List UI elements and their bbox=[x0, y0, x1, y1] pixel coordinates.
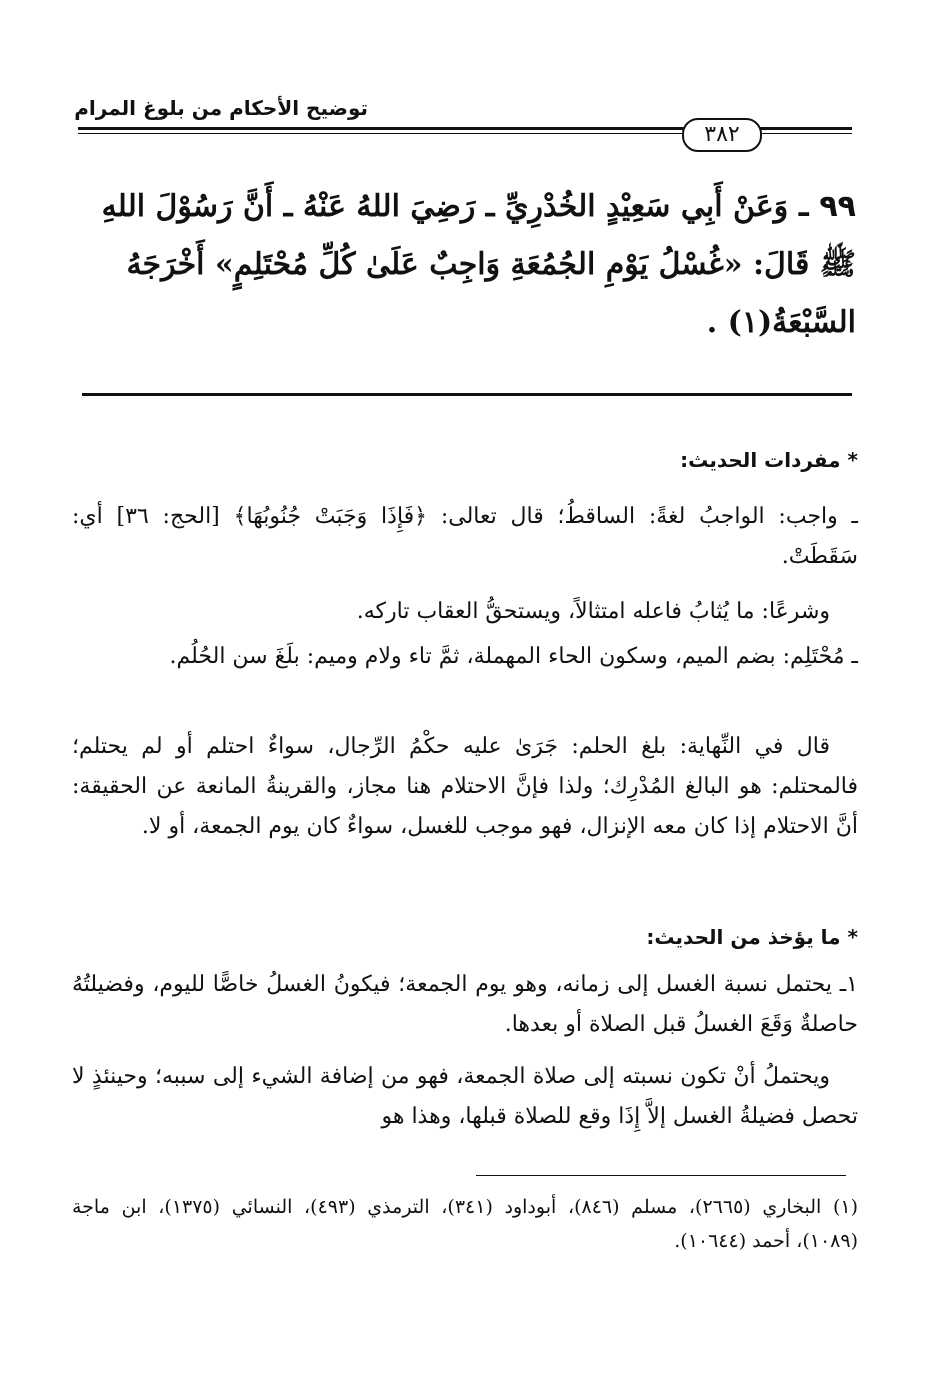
running-title: توضيح الأحكام من بلوغ المرام bbox=[74, 96, 368, 120]
lesson-item-1-continued: ويحتملُ أنْ تكون نسبته إلى صلاة الجمعة، فهو من إضافة الشيء إلى سببه؛ وحينئذٍ لا تحصل فضيلةُ الغسل إلاَّ إِذَا وقع للصلاة قبلها، وهذا هو bbox=[72, 1064, 858, 1129]
vocab-entry-wajib: ـ واجب: الواجبُ لغةً: الساقطُ؛ قال تعالى: ﴿فَإِذَا وَجَبَتْ جُنُوبُهَا﴾ [الحج: ٣٦] أي: سَقَطَتْ. bbox=[72, 504, 859, 569]
vocab-entry-nihaya: قال في النِّهاية: بلغ الحلم: جَرَىٰ عليه حكْمُ الرِّجال، سواءٌ احتلم أو لم يحتلم؛ فالمحتلم: هو البالغ المُدْرِك؛ ولذا فإنَّ الاحتلام هنا مجاز، والقرينةُ المانعة عن الحقيقة: أنَّ الاحتلام إذا كان معه الإنزال، فهو موجب للغسل، سواءٌ كان يوم الجمعة، أو لا. bbox=[72, 734, 858, 839]
page-number: ٣٨٢ bbox=[682, 118, 762, 152]
footnote: (١) البخاري (٢٦٦٥)، مسلم (٨٤٦)، أبوداود (٣٤١)، الترمذي (٤٩٣)، النسائي (١٣٧٥)، ابن ماجة (١٠٨٩)، أحمد (١٠٦٤٤). bbox=[72, 1196, 858, 1252]
hadith-text-block bbox=[76, 178, 856, 352]
lessons-heading: * ما يؤخذ من الحديث: bbox=[646, 925, 858, 949]
lesson-item-1: ١ـ يحتمل نسبة الغسل إلى زمانه، وهو يوم الجمعة؛ فيكونُ الغسلُ خاصًّا لليوم، وفضيلتُهُ حاصلةٌ وَقَعَ الغسلُ قبل الصلاة أو بعدها. bbox=[72, 972, 858, 1037]
vocab-entry-shar: وشرعًا: ما يُثابُ فاعله امتثالاً، ويستحقُّ العقاب تاركه. bbox=[356, 599, 830, 624]
hadith-number: ٩٩ ـ bbox=[798, 189, 856, 224]
hadith-divider bbox=[82, 393, 852, 396]
vocab-entry-muhtalim: ـ مُحْتَلِم: بضم الميم، وسكون الحاء المهملة، ثمَّ تاء ولام وميم: بلَغَ سن الحُلُم. bbox=[169, 644, 858, 669]
footnote-rule bbox=[476, 1175, 846, 1176]
vocab-heading: * مفردات الحديث: bbox=[680, 448, 858, 472]
hadith-text: وَعَنْ أَبِي سَعِيْدٍ الخُدْرِيِّ ـ رَضِيَ اللهُ عَنْهُ ـ أَنَّ رَسُوْلَ اللهِ ﷺ قَالَ: «غُسْلُ يَوْمِ الجُمُعَةِ وَاجِبٌ عَلَىٰ كُلِّ مُحْتَلِمٍ» أَخْرَجَهُ السَّبْعَةُ(١) . bbox=[101, 189, 856, 340]
